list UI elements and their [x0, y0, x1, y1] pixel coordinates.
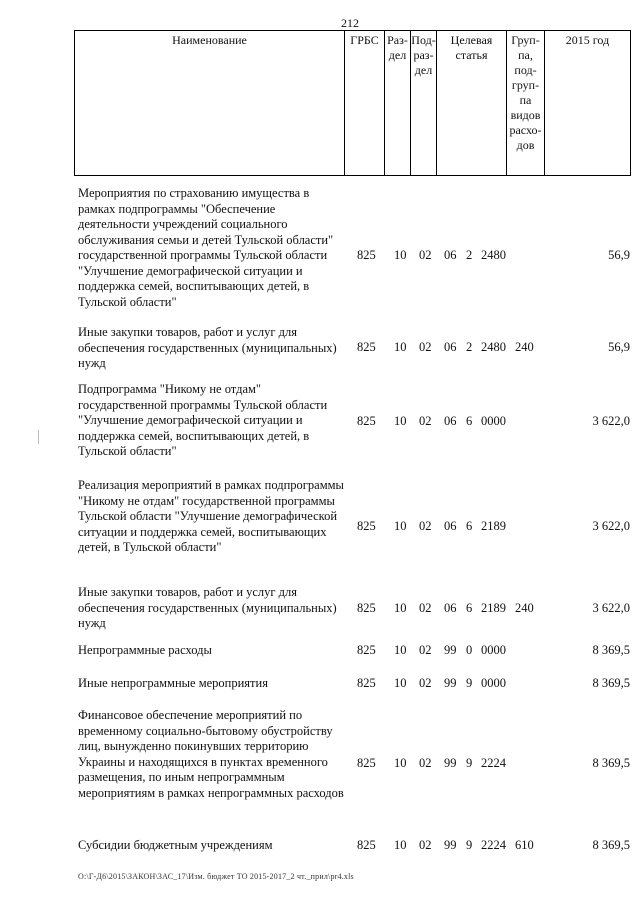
row-name: Финансовое обеспечение мероприятий по временному социально-бытовому обустройству лиц, вынужденно покинувших территорию Украины и находящихся в пунктах временного размещения, по иным непрограммным мероприятиям в рамках непрограммных расходов — [78, 708, 344, 800]
row-vid: 610 — [515, 838, 534, 852]
row-grbs: 825 — [357, 756, 376, 770]
row-cs-direction: 2189 — [481, 519, 506, 533]
row-cs-direction: 2189 — [481, 601, 506, 615]
row-name: Подпрограмма "Никому не отдам" государственной программы Тульской области "Улучшение демографической ситуации и поддержка семей, воспитывающих детей, в Тульской области" — [78, 382, 328, 458]
row-amount: 3 622,0 — [592, 601, 630, 615]
row-amount: 8 369,5 — [592, 838, 630, 852]
row-name: Иные закупки товаров, работ и услуг для обеспечения государственных (муниципальных) нужд — [78, 325, 337, 370]
row-cs-direction: 0000 — [481, 643, 506, 657]
row-grbs: 825 — [357, 248, 376, 262]
row-amount: 8 369,5 — [592, 676, 630, 690]
row-podrazdel: 02 — [419, 340, 432, 354]
row-amount: 3 622,0 — [592, 414, 630, 428]
row-razdel: 10 — [394, 838, 407, 852]
row-razdel: 10 — [394, 601, 407, 615]
row-cs-subprogram: 0 — [466, 643, 473, 657]
row-name: Непрограммные расходы — [78, 643, 212, 657]
table-row — [78, 585, 630, 635]
row-cs-program: 06 — [444, 414, 457, 428]
row-amount: 8 369,5 — [592, 756, 630, 770]
row-razdel: 10 — [394, 248, 407, 262]
header-target: Целевая статья — [437, 31, 507, 175]
row-cs-program: 99 — [444, 838, 457, 852]
row-name: Мероприятия по страхованию имущества в рамках подпрограммы "Обеспечение деятельности учреждений социального обслуживания семьи и детей Тульской области" государственной программы Тульской области "Улучшение демографической ситуации и поддержка семей, воспитывающих детей, в Тульской области" — [78, 186, 334, 309]
table-row — [78, 478, 630, 578]
row-amount: 56,9 — [608, 340, 630, 354]
row-cs-subprogram: 9 — [466, 838, 473, 852]
row-vid: 240 — [515, 601, 534, 615]
table-header — [74, 30, 631, 176]
header-razdel: Раз- дел — [385, 31, 411, 175]
row-grbs: 825 — [357, 519, 376, 533]
table-row — [78, 643, 630, 661]
row-name: Иные закупки товаров, работ и услуг для обеспечения государственных (муниципальных) нужд — [78, 585, 337, 630]
header-grbs: ГРБС — [345, 31, 385, 175]
row-cs-subprogram: 9 — [466, 756, 473, 770]
row-amount: 3 622,0 — [592, 519, 630, 533]
row-grbs: 825 — [357, 414, 376, 428]
row-razdel: 10 — [394, 414, 407, 428]
row-razdel: 10 — [394, 519, 407, 533]
row-razdel: 10 — [394, 676, 407, 690]
row-cs-direction: 2480 — [481, 248, 506, 262]
table-row — [78, 708, 630, 823]
row-cs-subprogram: 9 — [466, 676, 473, 690]
table-row — [78, 838, 630, 856]
row-podrazdel: 02 — [419, 414, 432, 428]
table-row — [78, 325, 630, 375]
file-path-footer: O:\Г-Д6\2015\ЗАКОН\ЗАС_17\Изм. бюджет ТО 2015-2017_2 чт._прил\pr4.xls — [78, 872, 354, 881]
row-amount: 56,9 — [608, 248, 630, 262]
row-cs-direction: 2224 — [481, 838, 506, 852]
row-podrazdel: 02 — [419, 643, 432, 657]
row-cs-program: 99 — [444, 676, 457, 690]
page-number: 212 — [341, 16, 359, 30]
row-cs-subprogram: 6 — [466, 414, 473, 428]
row-cs-subprogram: 2 — [466, 248, 473, 262]
row-cs-direction: 0000 — [481, 676, 506, 690]
row-amount: 8 369,5 — [592, 643, 630, 657]
row-name: Реализация мероприятий в рамках подпрограммы "Никому не отдам" государственной программы Тульской области "Улучшение демографической ситуации и поддержка семей, воспитывающих детей, в Тульской области" — [78, 478, 344, 554]
row-grbs: 825 — [357, 340, 376, 354]
row-cs-program: 06 — [444, 248, 457, 262]
row-cs-subprogram: 2 — [466, 340, 473, 354]
row-cs-program: 06 — [444, 340, 457, 354]
row-cs-subprogram: 6 — [466, 601, 473, 615]
table-row — [78, 676, 630, 694]
header-podrazdel: Под- раз- дел — [411, 31, 437, 175]
row-grbs: 825 — [357, 643, 376, 657]
row-razdel: 10 — [394, 756, 407, 770]
row-cs-program: 99 — [444, 643, 457, 657]
table-row — [78, 186, 630, 321]
row-vid: 240 — [515, 340, 534, 354]
row-cs-program: 06 — [444, 519, 457, 533]
row-cs-direction: 2224 — [481, 756, 506, 770]
row-podrazdel: 02 — [419, 601, 432, 615]
row-cs-direction: 0000 — [481, 414, 506, 428]
row-name: Иные непрограммные мероприятия — [78, 676, 268, 690]
row-grbs: 825 — [357, 838, 376, 852]
row-name: Субсидии бюджетным учреждениям — [78, 838, 273, 852]
row-podrazdel: 02 — [419, 676, 432, 690]
row-podrazdel: 02 — [419, 519, 432, 533]
header-group: Груп- па, под- груп- па видов расхо- дов — [507, 31, 545, 175]
row-grbs: 825 — [357, 676, 376, 690]
row-cs-subprogram: 6 — [466, 519, 473, 533]
header-name: Наименование — [75, 31, 345, 175]
row-podrazdel: 02 — [419, 756, 432, 770]
row-cs-program: 99 — [444, 756, 457, 770]
row-grbs: 825 — [357, 601, 376, 615]
row-cs-direction: 2480 — [481, 340, 506, 354]
row-cs-program: 06 — [444, 601, 457, 615]
row-razdel: 10 — [394, 340, 407, 354]
row-podrazdel: 02 — [419, 838, 432, 852]
row-podrazdel: 02 — [419, 248, 432, 262]
row-razdel: 10 — [394, 643, 407, 657]
table-row — [78, 382, 630, 462]
header-year: 2015 год — [565, 33, 610, 47]
margin-mark — [38, 430, 39, 444]
